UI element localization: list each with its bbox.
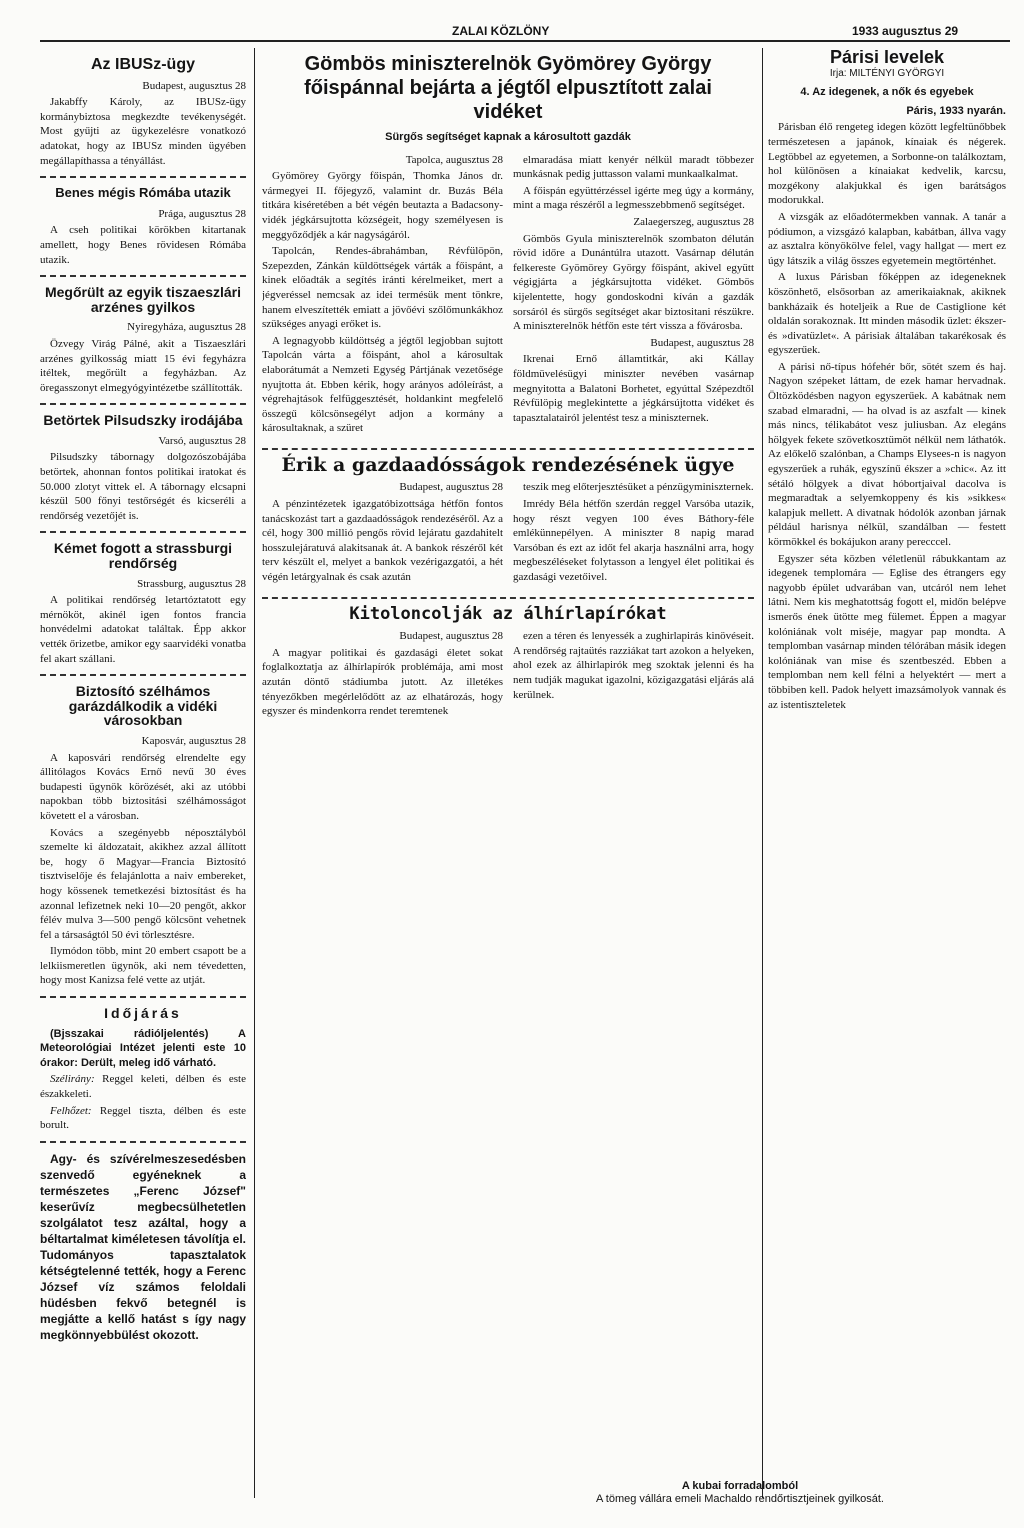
separator (40, 996, 246, 998)
separator (40, 403, 246, 405)
article-body: A pénzintézetek igazgatóbizottsága hétfőn fontos tanácskozást tart a gazdaadósságok rendezéséről. Az a cél, hogy 300 millió pengős rövid lejáratu gazdahitelt hosszulejáratuvá alakitsanak át. A bankok részéről két terv készült el, melyet a bankok vezérigazgatói, a hét végén letárgyalnak és csak azután (262, 498, 503, 584)
main-headline: Gömbös miniszterelnök Gyömörey György főispánnal bejárta a jégtől elpusztított zalai vidéket (304, 53, 712, 123)
article-strassburg (40, 541, 246, 666)
article-body: Gyömörey György főispán, Thomka János dr. vármegyei II. főjegyző, valamint dr. Buzás Béla titkára kiséretében a bét végén beutazta a Badacsony-vidék jégkársujtotta községeit, hogy személyesen is meggyőződjék a kár nagyságáról. (262, 170, 503, 241)
debt-article (262, 480, 754, 586)
article-body: Jakabffy Károly, az IBUSz-ügy kormánybiztosa megkezdte tevékenységét. Most gyűjti az ügykezelésre vonatkozó adatokat, hogy az IBUSz minden ügyében megállapíthassa a tényállást. (40, 96, 246, 167)
weather-box (40, 1006, 246, 1133)
tabloid-article (262, 629, 754, 721)
debt-headline: Érik a gazdaadósságok rendezésének ügye (281, 453, 735, 476)
paris-title: Párisi levelek (829, 50, 945, 67)
dateline: Zalaegerszeg, augusztus 28 (633, 215, 754, 228)
article-body: A kaposvári rendőrség elrendelte egy állitólagos Kovács Ernő nevű 30 éves budapesti ügynök körözését, aki az utóbbi napokban több biztositási szélhámosságot követett el a városban. (40, 751, 246, 822)
article-body: A főispán együttérzéssel igérte meg úgy a kormány, mint a maga részéről a legmesszebbmenő segítséget. (513, 184, 754, 212)
headline: Biztosító szélhámos garázdálkodik a vidéki városokban (68, 683, 218, 729)
separator (40, 531, 246, 533)
debt-col-2 (513, 480, 754, 586)
article-body: A párisi nő-típus hófehér bőr, sötét szem és haj. Nagyon szépeket láttam, de ezek hamar hervadnak. Öltözködésben nagyon egyszerűek. A kabátnak nem szabad elmaradni, — ha olvad is az aszfalt — kinek más nincs, télikabátot vesz juliusban. Az elegáns hölgyek fekete szövetkosztümöt nélkül nem láthatók. Az előkelő szalónban, a Champs Elysees-n is nagyon egyszerűek a ruhák, egyszínű ékszer a »chic«. Az itt sétáló hölgyek a divat hóbortjaival dacolva is megmaradtak a selyemkoppeny és kis »sikkes« kalapjuk mellett. A divatnak hódolók azonban járnak például harisnya nélkül, szandálban — festett körmökkel és bokájukon arany perecccel. (768, 360, 1006, 548)
headline: Megőrült az egyik tiszaeszlári arzénes gyilkos (44, 284, 242, 315)
main-col-1 (262, 153, 503, 438)
dateline: Budapest, augusztus 28 (142, 79, 246, 92)
photo-caption (470, 1480, 1010, 1506)
caption-title: A kubai forradalomból (681, 1480, 799, 1492)
right-column (768, 50, 1006, 1498)
ad-text: Agy- és szívérelmeszesedésben szenvedő egyéneknek a természetes „Ferenc József" keserűvíz megbecsülhetetlen szolgálatot tesz azáltal, hogy a béltartalmat kiméletesen távolítja el. Tudományos tapasztalatok kétségtelenné tették, hogy a Ferenc József víz számos feloldali hüdésben fekvő betegnél is megjátte a kellő hatást s így nagy megkönnyebbülést okozott. (40, 1151, 246, 1342)
clouds-label: Felhőzet: (50, 1104, 92, 1117)
article-body: A luxus Párisban főképpen az idegeneknek köszönhető, elsősorban az amerikaiaknak, akiknek bankházaik és hoteljeik a Rue de Castiglione két oldalán sorakoznak. Itt minden második üzlet: ékszer- és »divatüzlet«. A párisiak általában takarékosak és egyszerűek. (768, 271, 1006, 357)
left-column (40, 58, 246, 1498)
separator (262, 448, 754, 450)
main-article (262, 153, 754, 438)
main-col-2 (513, 153, 754, 438)
article-body: Tapolcán, Rendes-ábrahámban, Révfülöpön, Szepezden, Zánkán küldöttségek várták a főispánt, a kinek előadták a segítés iránti kérelmeiket, mert a jégveréssel nemcsak az idei termésük ment tönkre, hanem elveszítették emiatt a jövőévi szőlőmunkákhoz szükséges anyagi erőket is. (262, 245, 503, 331)
separator (40, 1141, 246, 1143)
separator (40, 176, 246, 178)
article-body: ezen a téren és lenyessék a zughirlapirás kinövéseit. A rendőrség rajtaütés razziákat tart azokon a helyeken, ahol ezek az álhirlapirók meg szoktak jelenni és ha nem tudják magukat igazolni, közigazgatási eljárás alá kerülnek. (513, 630, 754, 701)
article-body: Párisban élő rengeteg idegen között legfeltünőbbek természetesen a japánok, kínaiak és négerek. Legtöbbel az egyetemen, a Sorbonne-on találkoztam, hol különösen a kínaiakat kedvelik, karcsu, mozgékony alakjukkal és igen barátságos modorukkal. (768, 121, 1006, 207)
dateline: Prága, augusztus 28 (158, 207, 246, 220)
tabloid-col-2 (513, 629, 754, 721)
issue-date: 1933 augusztus 29 (852, 24, 959, 38)
headline: Benes mégis Rómába utazik (55, 185, 231, 201)
headline: Az IBUSz-ügy (91, 58, 195, 73)
article-benes (40, 186, 246, 267)
header-rule (40, 40, 1010, 42)
advertisement (40, 1151, 246, 1343)
article-body: Imrédy Béla hétfőn szerdán reggel Varsóba utazik, hogy részt vegyen 100 éves Báthory-féle emlékünnepélyen. A miniszter 8 napig marad Varsóban és ezt az időt fel akarja használni arra, hogy megbeszéléseket folytasson a lengyel élet politikai és gazdasági vezetőivel. (513, 498, 754, 584)
weather-title: Időjárás (104, 1005, 182, 1022)
weather-clouds (40, 1104, 246, 1133)
dateline: Páris, 1933 nyarán. (906, 104, 1006, 117)
tabloid-col-1 (262, 629, 503, 721)
clouds-text: Reggel tiszta, délben és este borult. (40, 1104, 246, 1132)
dateline: Strassburg, augusztus 28 (137, 577, 246, 590)
dateline: Budapest, augusztus 28 (650, 336, 754, 349)
article-body: A magyar politikai és gazdasági életet sokat foglalkoztatja az álhírlapírók problémája, ami most azután döntő stádiumba jutott. Az illetékes tényezőkben megérlelődött az az elhatározás, hogy egyszer és mindenkorra rendet teremtenek (262, 646, 503, 718)
wind-label: Szélirány: (50, 1073, 95, 1086)
article-ibusz (40, 58, 246, 168)
article-body: elmaradása miatt kenyér nélkül maradt többezer munkásnak pedig juttasson valami munkaalkalmat. (513, 153, 754, 181)
dateline: Budapest, augusztus 28 (399, 630, 503, 643)
dateline: Kaposvár, augusztus 28 (141, 734, 246, 747)
article-body: Ikrenai Ernő államtitkár, aki Kállay földmüvelésügyi miniszter nevében vasárnap megnyitotta a Balatoni Borhetet, egyúttal Szépezdtől Révfülöpig meglekintette a jégkársújtotta vidéket és tapasztalatairól jelentést tesz a miniszternek. (513, 353, 754, 424)
dateline: Nyiregyháza, augusztus 28 (127, 321, 246, 334)
debt-col-1 (262, 480, 503, 586)
article-swindler (40, 684, 246, 988)
separator (262, 597, 754, 599)
article-body: Gömbös Gyula miniszterelnök szombaton délután rövid időre a Dunántúlra utazott. Vasárnap délután felkereste Gyömörey György főispánt, akivel együtt végigjárta a jégkársujtotta vidéket. Gömbös kijelentette, hogy gondoskodni kíván a gazdák sorsáról és sürgős segítséget akar biztositani részükre. A miniszterelnök hétfőn este tért vissza a fővárosba. (513, 232, 754, 333)
article-pilsudszky (40, 413, 246, 523)
article-body: Ilymódon több, mint 20 embert csapott be a lelkiismeretlen ügynök, aki nem tévedetten, hogy most Kanizsa felé vette az utját. (40, 945, 246, 987)
separator (40, 674, 246, 676)
dateline: Tapolca, augusztus 28 (405, 153, 503, 166)
main-subhead: Sürgős segítséget kapnak a károsultott gazdák (385, 131, 631, 143)
dateline: Varsó, augusztus 28 (158, 434, 246, 447)
article-body: A vizsgák az előadótermekben vannak. A tanár a pódiumon, a vizsgázó kalapban, kabátban, állva vagy az asztalra könyökölve felel, vagy hallgat — mert ez úgy látszik a világ összes egyetemein megtörténhet. (768, 210, 1006, 267)
caption-text: A tömeg vállára emeli Machaldo rendőrtisztjeinek gyilkosát. (596, 1493, 884, 1505)
article-body: Egyszer séta közben véletlenül rábukkantam az idegenek templomára — Eglise des étrangers egy nagyobb épület udvarában van, utcáról nem lehet látni. Nem kis meghatottság fogott el, midőn belépve ismerős ének ütötte meg fülemet. Éppen a magyar kolóniának volt miséje, magyar pap mondta. A templomban vasárnap minden télórában másik idegen kolóniának van mise és szentbeszéd. Ebben a templomban nem kell félni a helyektért — mert a többiben kell. Padok helyett imazsámolyok vannak és az istentiszteletek (768, 552, 1006, 711)
article-body: teszik meg előterjesztésüket a pénzügyminiszternek. (523, 481, 754, 494)
article-body: A politikai rendőrség letartóztatott egy mérnököt, akinél igen fontos francia honvédelmi adatokat találtak. Épp akkor vették őrizetbe, amikor egy saarvidéki vonatba fel akart szállani. (40, 594, 246, 665)
paris-author: Irja: MILTÉNYI GYÖRGYI (829, 67, 945, 79)
headline: Betörtek Pilsudszky irodájába (43, 412, 243, 429)
tabloid-headline: Kitoloncolják az álhírlapírókat (349, 603, 667, 624)
headline: Kémet fogott a strassburgi rendőrség (53, 540, 233, 572)
article-body: Özvegy Virág Pálné, akit a Tiszaeszlári arzénes gyilkosság miatt 15 évi fegyházra itéltek, megőrült a fegyházban. Az öregasszonyt elmegyógyintézetbe szállították. (40, 337, 246, 394)
article-body: Pilsudszky tábornagy dolgozószobájába betörtek, ahonnan fontos politikai iratokat és 50.000 zlotyt vittek el. A tábornagy elcsapni készül 500 főnyi testőrségét és kicseréli a rendőrség vezetőjét is. (40, 451, 246, 522)
article-body: Kovács a szegényebb néposztályból szemelte ki áldozatait, akikhez azzal állított be, hogy ő Magyar—Francia Biztosító tisztviselője és felajánlotta a naiv embereket, hogy kössenek temetkezési biztosítást és ha azonnal lefizetnek neki 10—20 pengőt, akkor félév mulva 3—500 pengő kölcsönt vehetnek fel a társaságtól 50 évi törlesztésre. (40, 826, 246, 941)
column-divider-left (254, 48, 255, 1498)
weather-report: (Bjsszakai rádióljelentés) A Meteorológiai Intézet jelenti este 10 órakor: Derült, meleg idő várható. (40, 1027, 246, 1069)
newspaper-name: ZALAI KÖZLÖNY (452, 24, 550, 38)
weather-wind (40, 1072, 246, 1101)
dateline: Budapest, augusztus 28 (399, 481, 503, 494)
paris-subtitle: 4. Az idegenek, a nők és egyebek (800, 86, 974, 99)
article-body: A cseh politikai körökben kitartanak amellett, hogy Benes rövidesen Rómába utazik. (40, 224, 246, 266)
column-divider-right (762, 48, 763, 1498)
article-tiszaeszlar (40, 285, 246, 395)
separator (40, 275, 246, 277)
middle-column (262, 48, 754, 1498)
wind-text: Reggel keleti, délben és este északkeleti. (40, 1073, 246, 1101)
article-body: A legnagyobb küldöttség a jégtől legjobban sujtott Tapolcán várta a főispánt, ahol a károsultak elaborátumát a Nemzeti Egység Pártjának vezetősége nyujtotta át. Ebben kérik, hogy arányos adóleírást, a végrehajtások felfüggesztését, holdankint megfelelő összegű kölcsönsegélyt adjon a kormány a károsultaknak, a szüret (262, 334, 503, 435)
